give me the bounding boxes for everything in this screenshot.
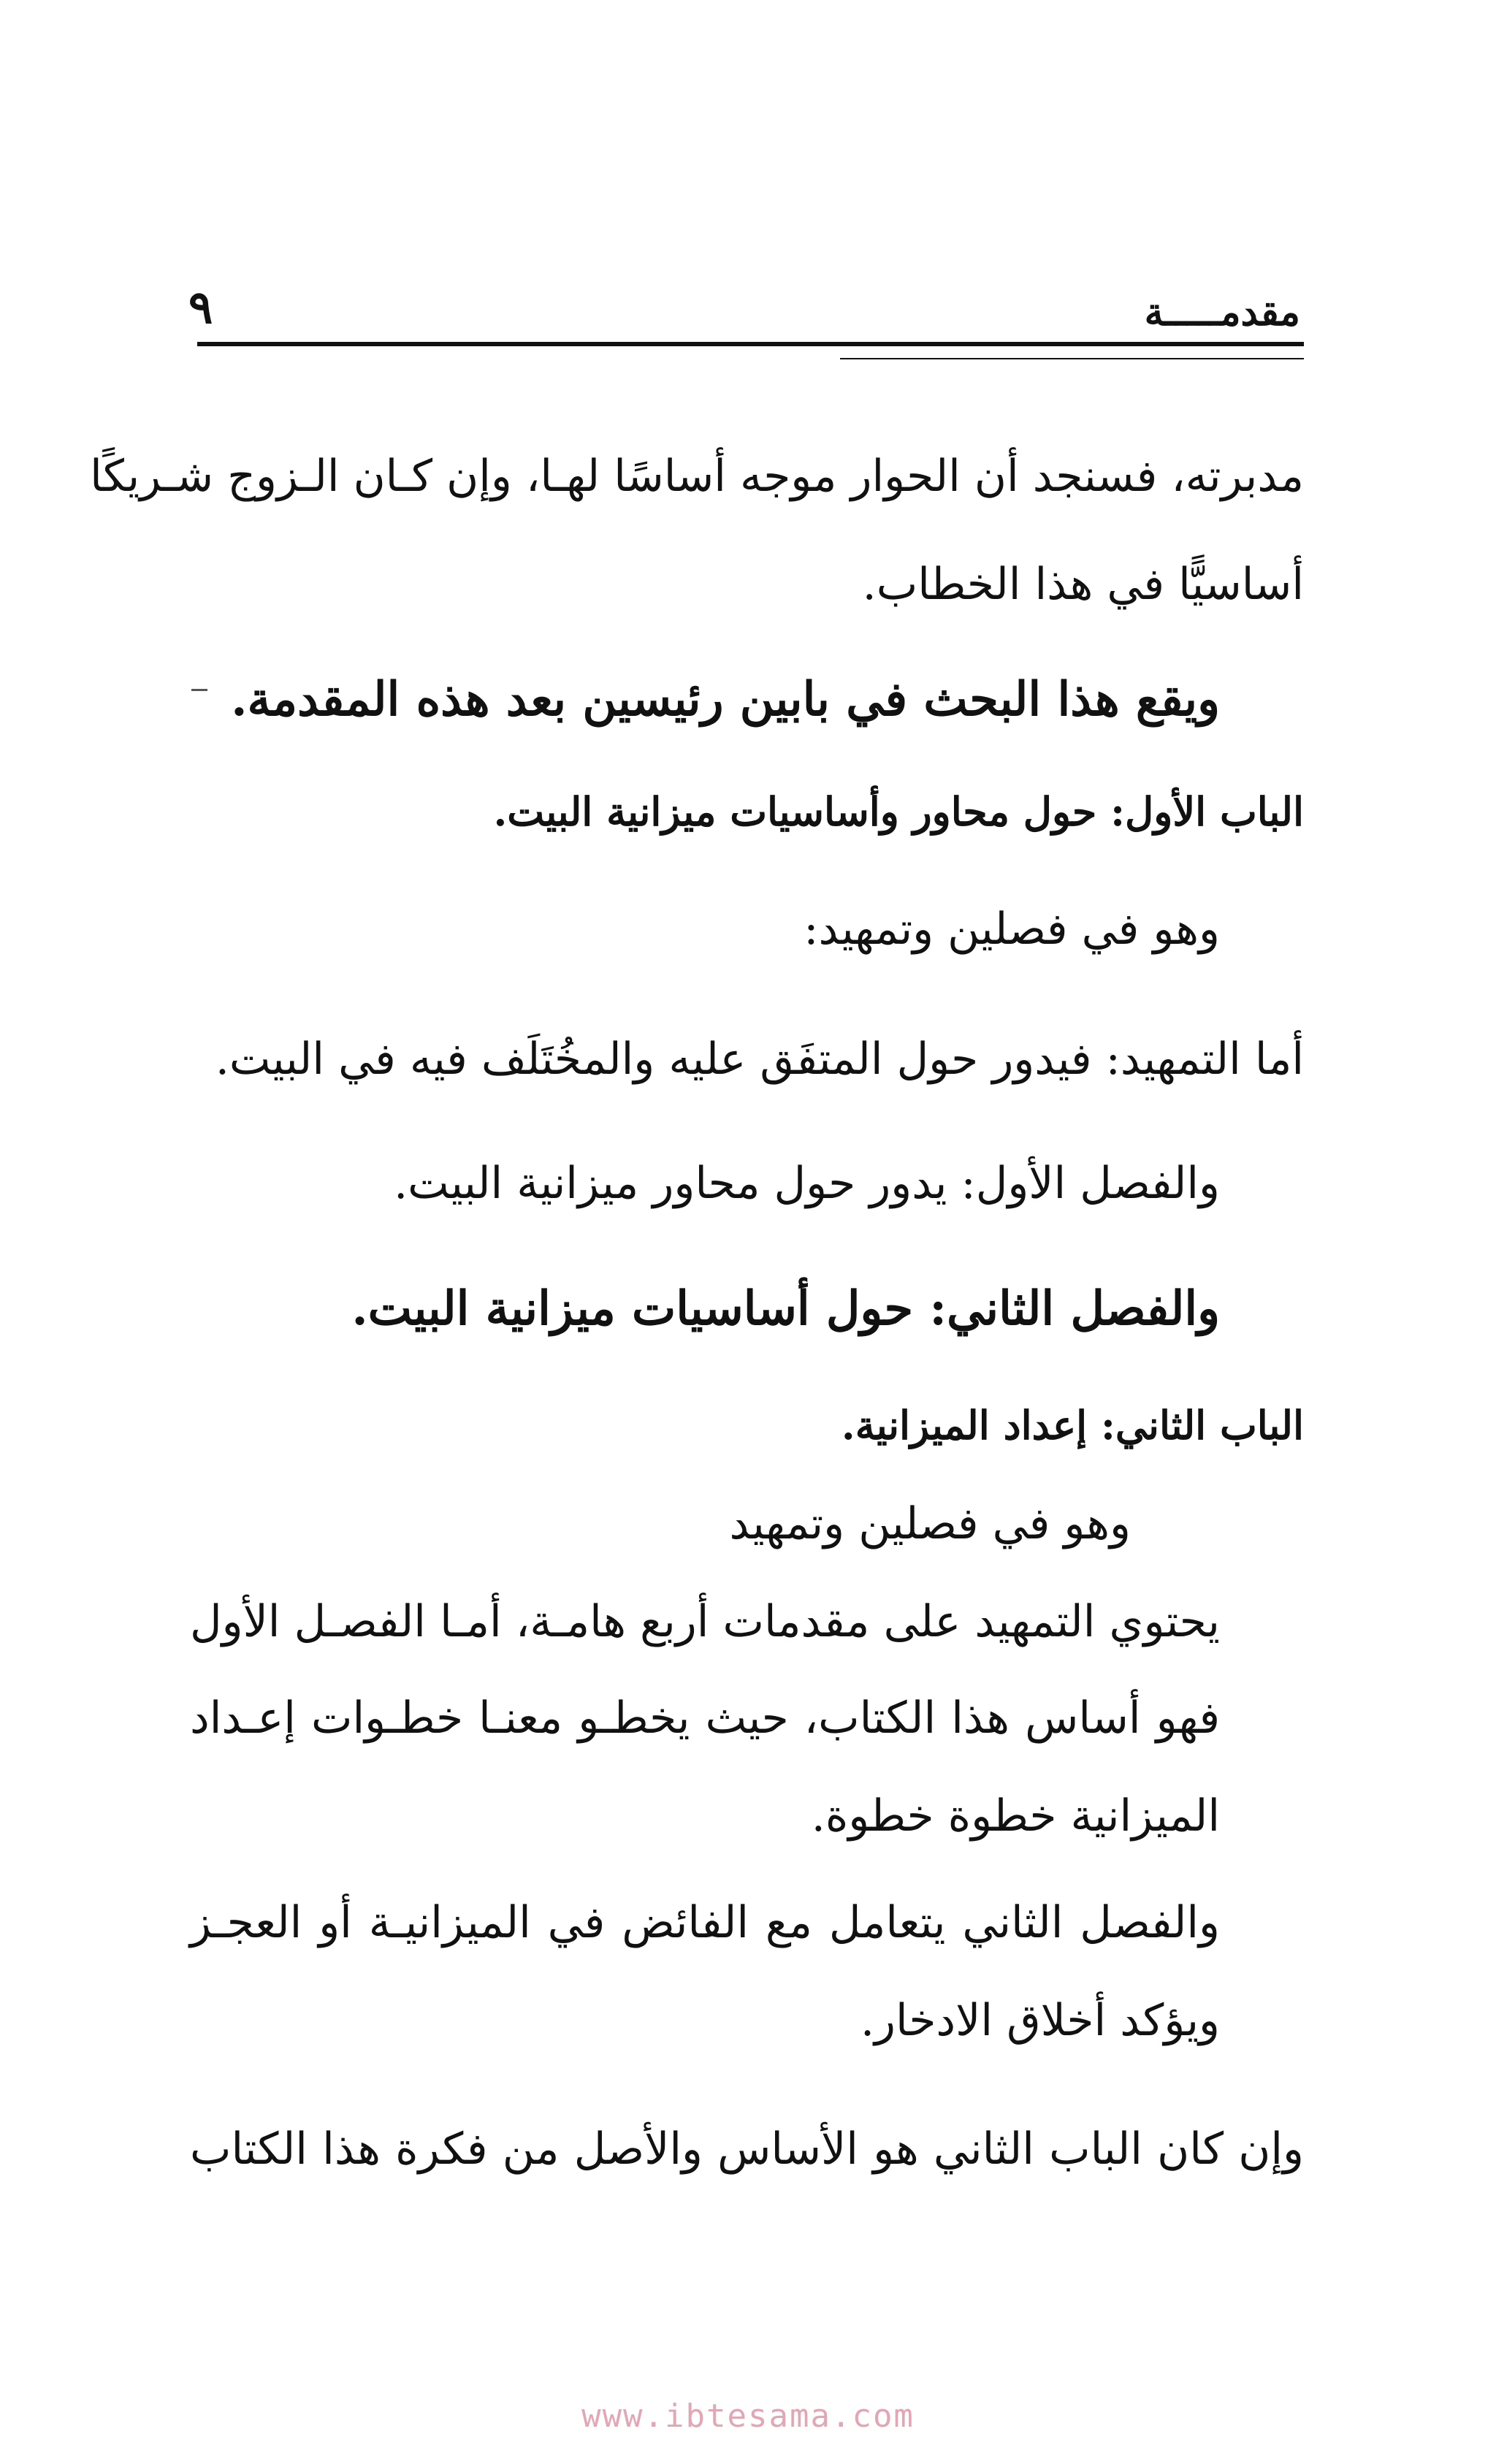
body-line-15: ويؤكد أخلاق الادخار.: [860, 1995, 1220, 2046]
body-line-2: أساسيًّا في هذا الخطاب.: [862, 559, 1304, 610]
stray-mark: [191, 689, 207, 691]
header-rule: [197, 342, 1304, 346]
part-one-heading: الباب الأول: حول محاور وأساسيات ميزانية البيت.: [493, 788, 1304, 835]
body-line-1: مدبرته، فسنجد أن الحوار موجه أساسًا لهـا، وإن كـان الـزوج شـريكًا: [90, 451, 1304, 502]
body-line-12: فهو أساس هذا الكتاب، حيث يخطـو معنـا خطـوات إعـداد: [190, 1693, 1220, 1744]
section-intro-line: ويقع هذا البحث في بابين رئيسين بعد هذه المقدمة.: [231, 672, 1220, 727]
body-line-5: وهو في فصلين وتمهيد:: [804, 904, 1220, 955]
body-line-14: والفصل الثاني يتعامل مع الفائض في الميزانيـة أو العجـز: [190, 1897, 1220, 1948]
body-line-10: وهو في فصلين وتمهيد: [729, 1498, 1131, 1549]
body-line-6: أما التمهيد: فيدور حول المتفَق عليه والمخُتَلَف فيه في البيت.: [215, 1034, 1304, 1085]
body-line-11: يحتوي التمهيد على مقدمات أربع هامـة، أمـا الفصـل الأول: [190, 1596, 1220, 1647]
body-line-8: والفصل الثاني: حول أساسيات ميزانية البيت.: [351, 1281, 1220, 1336]
watermark: www.ibtesama.com: [581, 2398, 915, 2435]
body-line-13: الميزانية خطوة خطوة.: [811, 1790, 1220, 1842]
body-line-16: وإن كان الباب الثاني هو الأساس والأصل من فكرة هذا الكتاب: [190, 2124, 1304, 2175]
body-line-7: والفصل الأول: يدور حول محاور ميزانية البيت.: [394, 1158, 1220, 1209]
part-two-heading: الباب الثاني: إعداد الميزانية.: [841, 1402, 1304, 1449]
header-rule-thin: [840, 358, 1304, 359]
page-number: ٩: [188, 281, 213, 334]
running-header-title: مقدمـــــة: [1144, 290, 1300, 335]
